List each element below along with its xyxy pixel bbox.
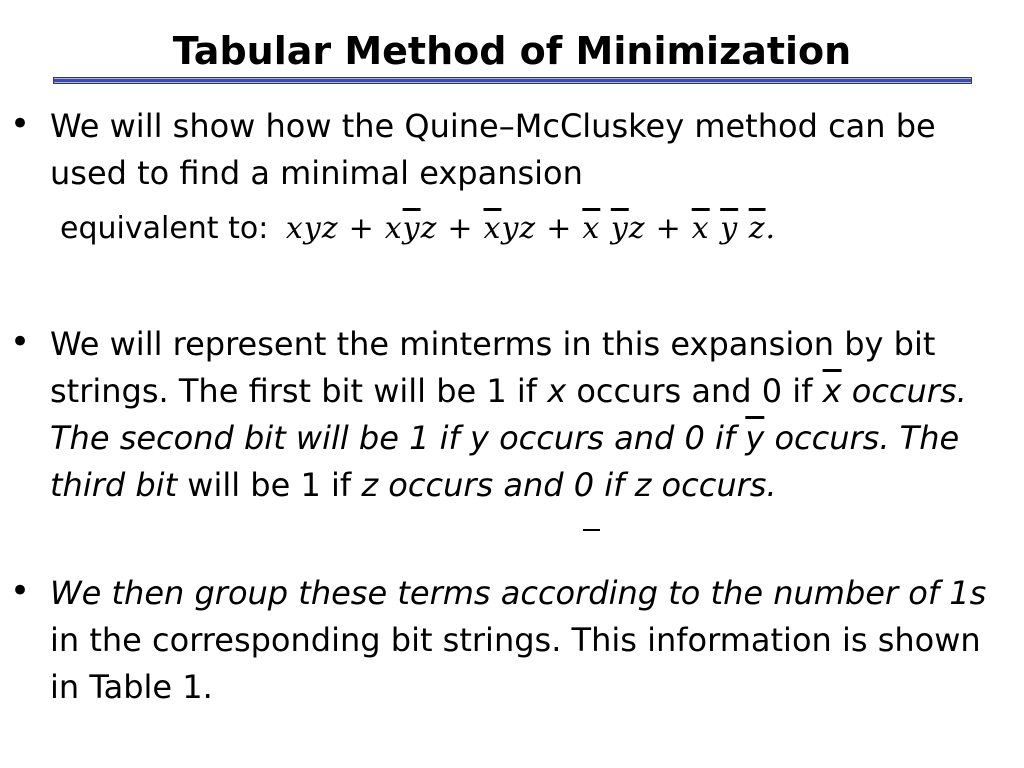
- bullet-icon: •: [10, 571, 31, 611]
- bullet-icon: •: [10, 322, 31, 362]
- slide-title: Tabular Method of Minimization: [172, 29, 852, 73]
- equivalent-label: equivalent to:: [60, 211, 269, 246]
- bullet-2-text: We will represent the minterms in this expansion by bit strings. The first bit will be 1 if x occurs and 0 if $\overline{x}$ occurs. The second bit will be 1 if y occurs and 0 if $\overline{y}$ occurs. The third bit will be 1 if z occurs and 0 if z occurs.: [50, 325, 967, 504]
- term-xbar-ybar-z: $\overline{x}$ $\overline{y}z$: [582, 211, 646, 246]
- formula-line: [60, 207, 776, 251]
- bullet-item-2: [10, 321, 1020, 509]
- bullet-icon: •: [10, 104, 31, 144]
- bullet-item-1: [10, 103, 1020, 197]
- bullet-1-text: We will show how the Quine–McCluskey method can be used to find a minimal expansion: [50, 107, 936, 192]
- title-underline: [53, 77, 972, 84]
- term-x-ybar-z: $x\overline{y}z$: [384, 211, 438, 246]
- term-xyz: xyz: [285, 211, 339, 246]
- overline-mark: [583, 529, 600, 531]
- bullet-3-text: We then group these terms according to the number of 1s in the corresponding bit strings. This information is shown in Table 1.: [50, 574, 987, 706]
- term-xbar-y-z: $\overline{x}yz$: [483, 211, 537, 246]
- boolean-expression: xyz + $x\overline{y}z + \overline{x}yz + \overline{x}$ $\overline{y}z + \overline{x}$ $\overline{y}$ $\overline{z}$.: [285, 211, 777, 246]
- term-xbar-ybar-zbar: $\overline{x}$ $\overline{y}$ $\overline{z}$: [691, 211, 766, 246]
- bullet-item-3: [10, 570, 1020, 711]
